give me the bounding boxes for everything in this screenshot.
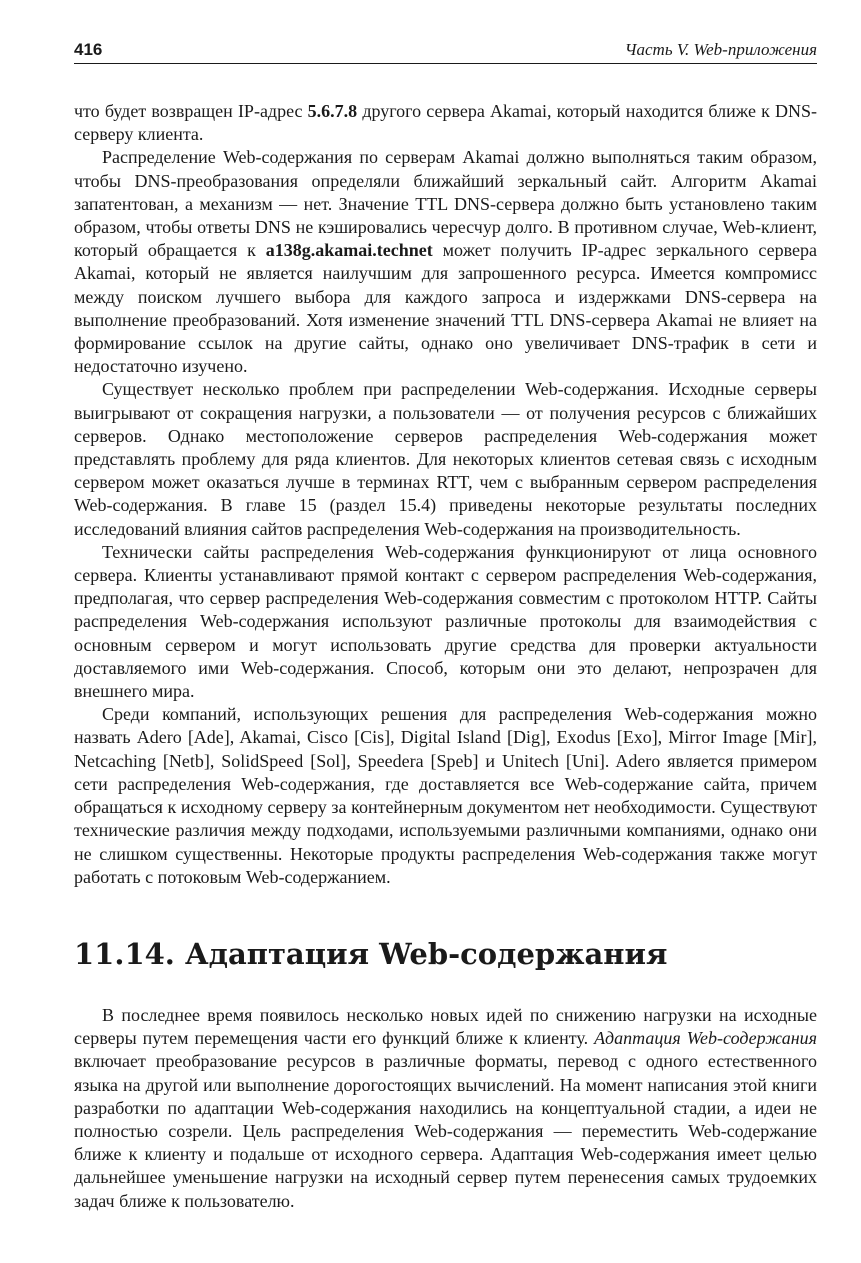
paragraph-adaptation <box>74 1004 817 1213</box>
paragraph-text: может получить IP-адрес зеркального сервера Akamai, который не является наилучшим для запрошенного ресурса. Имеется компромисс между поиском лучшего выбора для каждого запроса и издержками DNS-сервера на выполнение преобразований. Хотя изменение значений TTL DNS-сервера Akamai не влияет на формирование ссылок на другие сайты, однако оно увеличивает DNS-трафик в сети и недостаточно изучено. <box>74 240 817 377</box>
page-header <box>74 38 817 64</box>
section-heading: 11.14. Адаптация Web-содержания <box>74 936 668 971</box>
running-title: Часть V. Web-приложения <box>624 40 817 59</box>
italic-term: Адаптация Web-содержания <box>594 1028 818 1049</box>
page-number: 416 <box>74 40 103 59</box>
paragraph-text: В последнее время появилось несколько новых идей по снижению нагрузки на исходные серверы путем перемещения части его функций ближе к клиенту. <box>74 1004 817 1049</box>
paragraph-problems: Существует несколько проблем при распределении Web-содержания. Исходные серверы выигрывают от сокращения нагрузки, а пользователи — от получения ресурсов с ближайших серверов. Однако местоположение серверов распределения Web-содержания может представлять проблему для ряда клиентов. Для некоторых клиентов сетевая связь с исходным сервером может оказаться лучше в терминах RTT, чем с выбранным сервером распределения Web-содержания. В главе 15 (раздел 15.4) приведены некоторые результаты последних исследований влияния сайтов распределения Web-содержания на производительность. <box>74 379 817 539</box>
paragraph-text: Распределение Web-содержания по серверам Akamai должно выполняться таким образом, чтобы DNS-преобразования определяли ближайший зеркальный сайт. Алгоритм Akamai запатентован, а механизм — нет. Значение TTL DNS-сервера должно быть установлено таким образом, чтобы ответы DNS не кэшировались чересчур долго. В противном случае, Web-клиент, который обращается к <box>74 147 817 261</box>
paragraph-text: что будет возвращен IP-адрес <box>74 101 308 121</box>
paragraph-companies: Среди компаний, использующих решения для распределения Web-содержания можно назвать Adero [Ade], Akamai, Cisco [Cis], Digital Island [Dig], Exodus [Exo], Mirror Image [Mir], Netcaching [Netb], SolidSpeed [Sol], Speedera [Speb] и Unitech [Uni]. Adero является примером сети распределения Web-содержания, где доставляется все Web-содержание сайта, причем обращаться к исходному серверу за контейнерным документом нет необходимости. Существуют технические различия между подходами, используемыми различными компаниями, однако они не слишком существенны. Некоторые продукты распределения Web-содержания также могут работать с потоковым Web-содержанием. <box>74 704 817 887</box>
ip-address: 5.6.7.8 <box>307 101 358 121</box>
paragraph-text: другого сервера Akamai, который находится ближе к DNS-серверу клиента. <box>74 101 817 145</box>
page-body <box>74 100 817 1213</box>
paragraph-akamai-distribution <box>74 146 817 378</box>
paragraph-continuation <box>74 100 817 146</box>
paragraph-text: включает преобразование ресурсов в различные форматы, перевод с одного естественного языка на другой или выполнение дорогостоящих вычислений. На момент написания этой книги разработки по адаптации Web-содержания находились на концептуальной стадии, а идеи не полностью созрели. Цель распределения Web-содержания — переместить Web-содержание ближе к клиенту и подальше от исходного сервера. Адаптация Web-содержания имеет целью дальнейшее уменьшение нагрузки на исходный сервер путем перенесения самых трудоемких задач ближе к пользователю. <box>74 1051 817 1211</box>
paragraph-technical: Технически сайты распределения Web-содержания функционируют от лица основного сервера. Клиенты устанавливают прямой контакт с сервером распределения Web-содержания, предполагая, что сервер распределения Web-содержания совместим с протоколом HTTP. Сайты распределения Web-содержания используют различные протоколы для взаимодействия с основным сервером и могут использовать другие средства для проверки актуальности доставляемого ими Web-содержания. Способ, которым они это делают, непрозрачен для внешнего мира. <box>74 541 817 702</box>
book-page <box>74 38 817 1213</box>
hostname: a138g.akamai.technet <box>265 240 433 261</box>
